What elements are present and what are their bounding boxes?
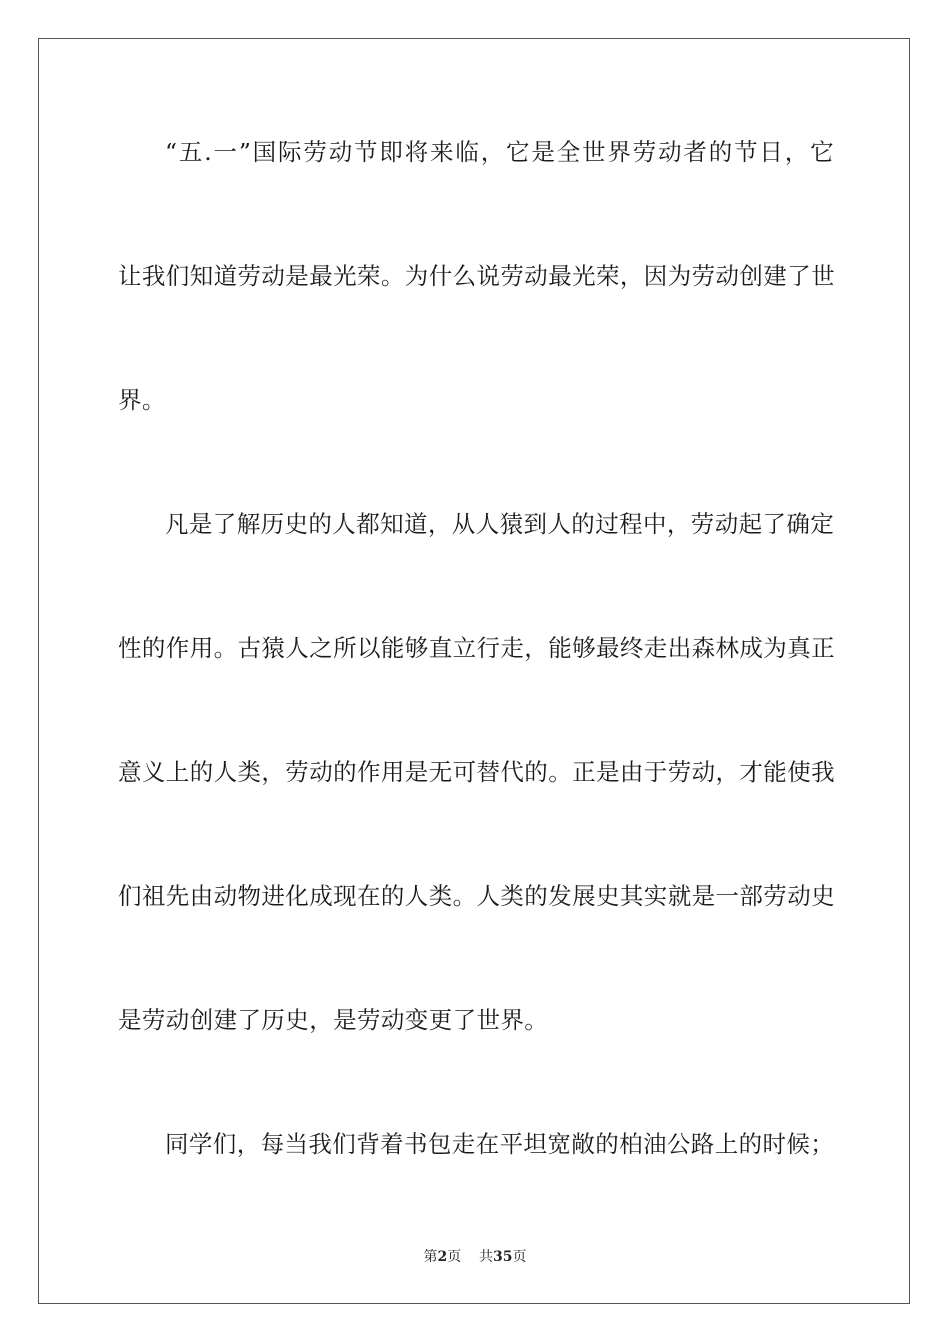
footer-total-prefix: 共 bbox=[479, 1249, 494, 1265]
paragraph-2-line-4: 们祖先由动物进化成现在的人类。人类的发展史其实就是一部劳动史 bbox=[118, 882, 835, 910]
page-footer bbox=[0, 1248, 950, 1266]
footer-page-suffix: 页 bbox=[447, 1249, 462, 1265]
paragraph-2-line-5: 是劳动创建了历史，是劳动变更了世界。 bbox=[118, 1006, 549, 1034]
footer-total-suffix: 页 bbox=[512, 1249, 527, 1265]
paragraph-2-line-3: 意义上的人类，劳动的作用是无可替代的。正是由于劳动，才能使我 bbox=[118, 758, 835, 786]
page-border bbox=[38, 38, 910, 1304]
footer-page-prefix: 第 bbox=[423, 1249, 438, 1265]
paragraph-2-line-1: 凡是了解历史的人都知道，从人猿到人的过程中，劳动起了确定 bbox=[165, 510, 835, 538]
paragraph-1-line-3: 界。 bbox=[118, 386, 166, 414]
paragraph-3-line-1: 同学们，每当我们背着书包走在平坦宽敞的柏油公路上的时候； bbox=[165, 1130, 835, 1158]
paragraph-1-line-1: “五.一”国际劳动节即将来临，它是全世界劳动者的节日，它 bbox=[165, 138, 834, 166]
paragraph-1-line-2: 让我们知道劳动是最光荣。为什么说劳动最光荣，因为劳动创建了世 bbox=[118, 262, 835, 290]
paragraph-2-line-2: 性的作用。古猿人之所以能够直立行走，能够最终走出森林成为真正 bbox=[118, 634, 835, 662]
footer-total-pages: 35 bbox=[493, 1249, 513, 1265]
footer-page-number: 2 bbox=[437, 1249, 448, 1265]
